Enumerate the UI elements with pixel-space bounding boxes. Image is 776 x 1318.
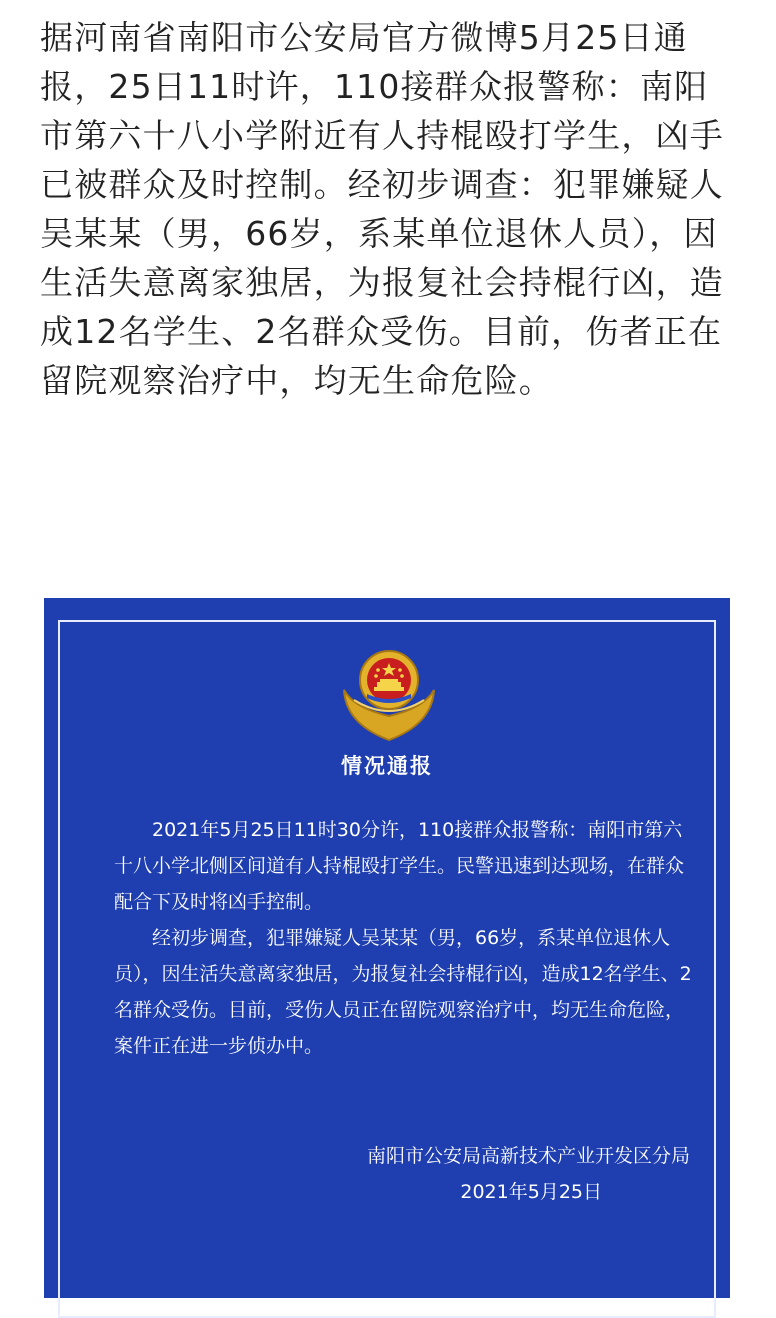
notice-title: 情况通报 (341, 754, 433, 778)
police-emblem-icon (334, 650, 444, 742)
notice-paragraph-1: 2021年5月25日11时30分许，110接群众报警称：南阳市第六十八小学北侧区间道有人持棍殴打学生。民警迅速到达现场，在群众配合下及时将凶手控制。 (114, 819, 685, 913)
notice-body (114, 812, 699, 1064)
notice-date: 2021年5月25日 (460, 1181, 602, 1203)
article-paragraph: 据河南省南阳市公安局官方微博5月25日通报，25日11时许，110接群众报警称：南阳市第六十八小学附近有人持棍殴打学生，凶手已被群众及时控制。经初步调查：犯罪嫌疑人吴某某（男，66岁，系某单位退休人员），因生活失意离家独居，为报复社会持棍行凶，造成12名学生、2名群众受伤。目前，伤者正在留院观察治疗中，均无生命危险。 (40, 18, 724, 400)
notice-issuer: 南阳市公安局高新技术产业开发区分局 (366, 1145, 690, 1167)
article-text (40, 0, 740, 405)
police-notice-image (44, 598, 730, 1298)
notice-paragraph-2: 经初步调查，犯罪嫌疑人吴某某（男，66岁，系某单位退休人员），因生活失意离家独居，为报复社会持棍行凶，造成12名学生、2名群众受伤。目前，受伤人员正在留院观察治疗中，均无生命危险，案件正在进一步侦办中。 (114, 927, 692, 1057)
notice-signature (367, 1138, 690, 1210)
